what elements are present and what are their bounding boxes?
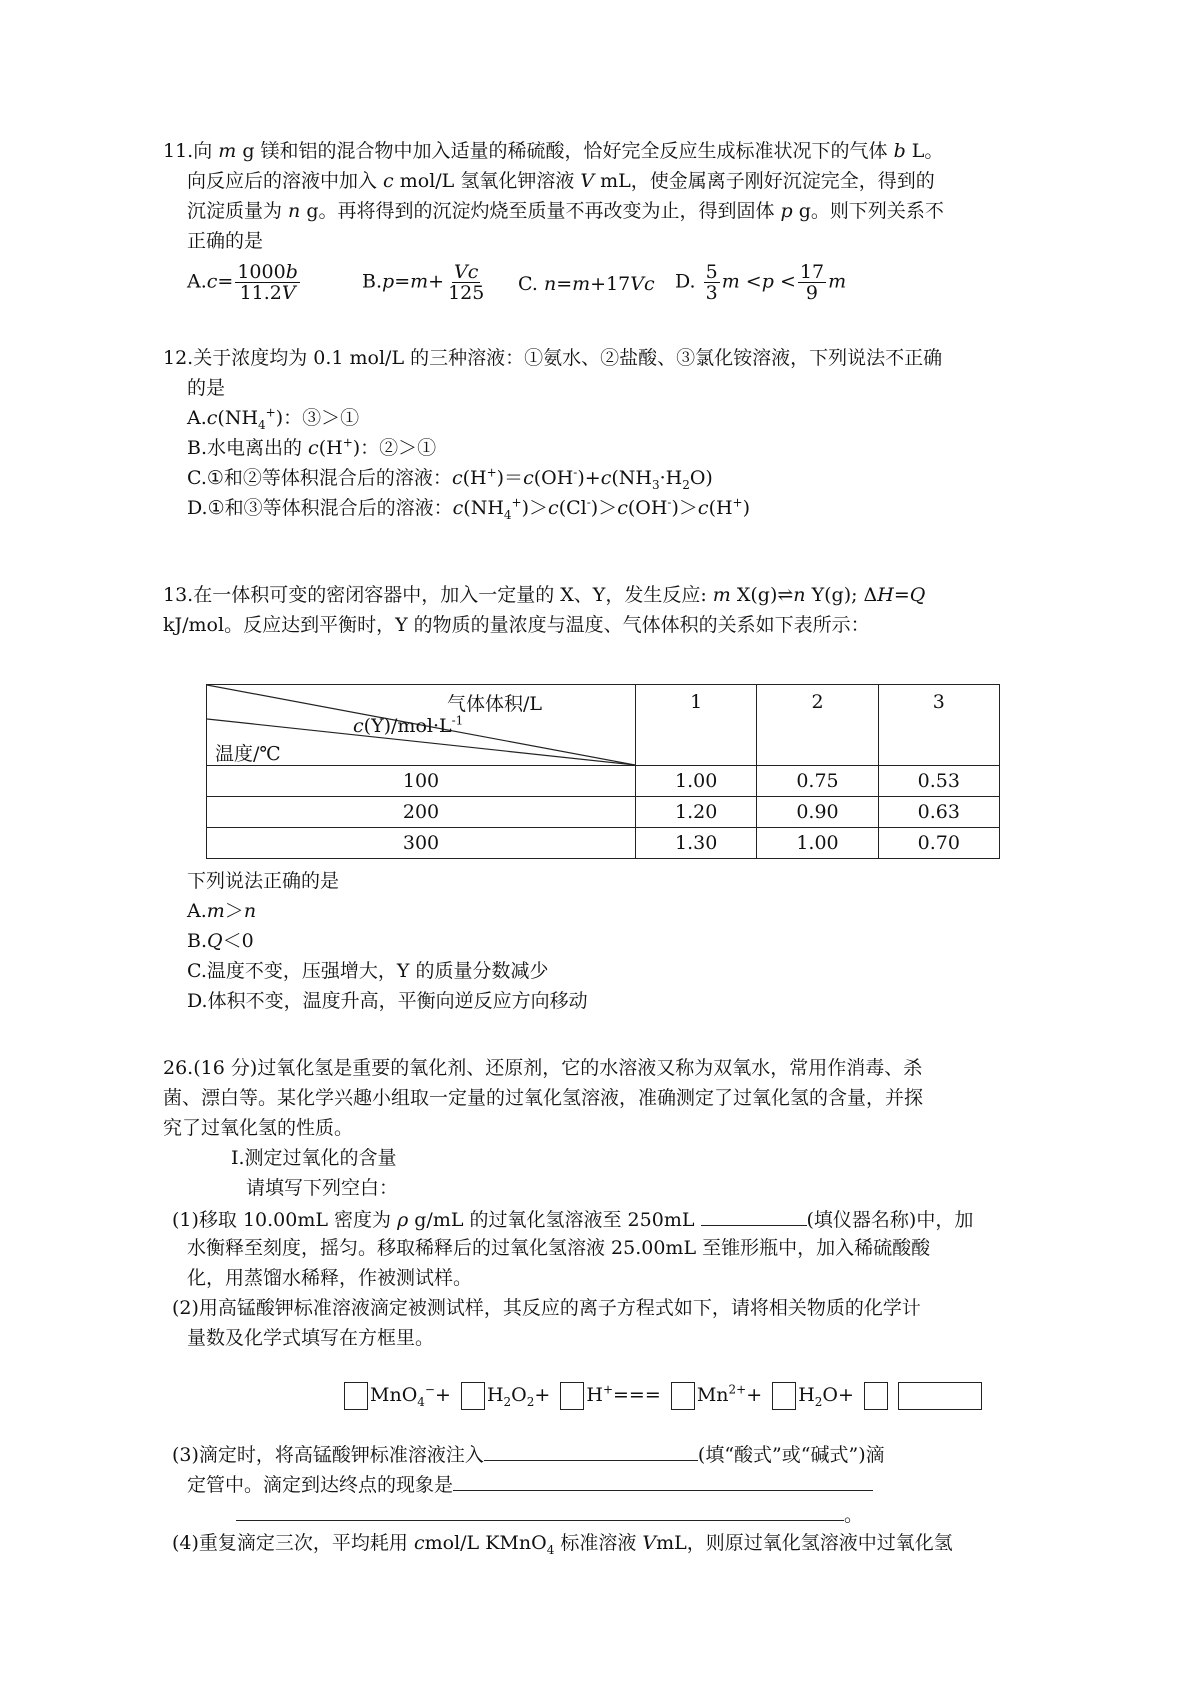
- q13-line1: 13.在一体积可变的密闭容器中，加入一定量的 X、Y，发生反应: m X(g)⇌n Y(g); ΔH=Q: [163, 584, 926, 606]
- cell-value: 0.63: [878, 797, 999, 828]
- coefficient-box-3[interactable]: [560, 1382, 584, 1410]
- header-col-3: 3: [878, 685, 999, 766]
- table-header-row: [207, 685, 1000, 766]
- table-row: [207, 828, 1000, 859]
- q11-line1: 11.向 m g 镁和铝的混合物中加入适量的稀硫酸，恰好完全反应生成标准状况下的气体 b L。: [163, 140, 944, 162]
- formula-box[interactable]: [898, 1382, 982, 1410]
- q26-part1-line1: (1)移取 10.00mL 密度为 ρ g/mL 的过氧化氢溶液至 250mL (填仪器名称)中，加: [172, 1205, 973, 1233]
- diagonal-header-cell: [207, 685, 636, 766]
- q26-line1: 26.(16 分)过氧化氢是重要的氧化剂、还原剂，它的水溶液又称为双氧水，常用作消毒、杀: [163, 1057, 923, 1079]
- q12-option-a: $A.c(NH_4^+)$：③＞①: [187, 405, 360, 432]
- q26-part1-line2: 水衡释至刻度，摇匀。移取稀释后的过氧化氢溶液 25.00mL 至锥形瓶中，加入稀硫酸酸: [187, 1237, 931, 1259]
- row-temp: 300: [207, 828, 636, 859]
- q12-option-c: C.①和②等体积混合后的溶液：$c(H^+)=c(OH^-)+c(NH_3\cdot H_2O)$: [187, 465, 713, 492]
- header-col-2: 2: [757, 685, 878, 766]
- cell-value: 0.75: [757, 766, 878, 797]
- instrument-blank[interactable]: [701, 1205, 807, 1226]
- cell-value: 0.53: [878, 766, 999, 797]
- table-row: [207, 766, 1000, 797]
- cell-value: 1.00: [636, 766, 757, 797]
- q13-option-c: C.温度不变，压强增大，Y 的质量分数减少: [187, 960, 549, 982]
- ionic-equation: $MnO_4^-+ H_2O_2+ H^+=== Mn^{2+}+ H_2O+$: [340, 1380, 982, 1410]
- q13-option-a: A.m＞n: [187, 900, 257, 922]
- header-volume: 气体体积/L: [447, 693, 543, 715]
- header-col-1: 1: [636, 685, 757, 766]
- q11-line2: 向反应后的溶液中加入 c mol/L 氢氧化钾溶液 V mL，使金属离子刚好沉淀完全，得到的: [187, 170, 935, 192]
- coefficient-box-5[interactable]: [772, 1382, 796, 1410]
- q26-instruction: 请填写下列空白：: [246, 1177, 399, 1199]
- q26-part3-line3: 。: [236, 1500, 863, 1528]
- q13-line2: kJ/mol。反应达到平衡时，Y 的物质的量浓度与温度、气体体积的关系如下表所示：: [163, 614, 870, 636]
- table-row: [207, 797, 1000, 828]
- q11-line3: 沉淀质量为 n g。再将得到的沉淀灼烧至质量不再改变为止，得到固体 p g。则下列关系不: [187, 200, 944, 222]
- q26-section-heading: Ⅰ.测定过氧化的含量: [231, 1147, 397, 1169]
- q11-option-a: A.c= $\frac{1000b}{11.2V}$: [187, 261, 298, 304]
- coefficient-box-1[interactable]: [344, 1382, 368, 1410]
- q13-option-d: D.体积不变，温度升高，平衡向逆反应方向移动: [187, 990, 588, 1012]
- coefficient-box-6[interactable]: [864, 1382, 888, 1410]
- q26-part3-line1: (3)滴定时，将高锰酸钾标准溶液注入 (填“酸式”或“碱式”)滴: [172, 1440, 885, 1468]
- row-temp: 100: [207, 766, 636, 797]
- q26-part1-line3: 化，用蒸馏水稀释，作被测试样。: [187, 1267, 473, 1289]
- equilibrium-table: [206, 684, 1000, 859]
- cell-value: 0.90: [757, 797, 878, 828]
- q11-option-b: B.p=m+ $\frac{Vc}{125}$: [362, 261, 485, 304]
- q12-option-d: D.①和③等体积混合后的溶液：$c(NH_4^+)>c(Cl^-)>c(OH^-)>c(H^+)$: [187, 495, 751, 522]
- header-concentration: $c(Y)/mol\cdot L^{-1}$: [353, 713, 464, 737]
- q11-line4: 正确的是: [187, 230, 264, 252]
- endpoint-blank-1[interactable]: [453, 1470, 873, 1491]
- q12-line2: 的是: [187, 377, 226, 399]
- q13-option-b: B.Q＜0: [187, 930, 254, 952]
- q26-line2: 菌、漂白等。某化学兴趣小组取一定量的过氧化氢溶液，准确测定了过氧化氢的含量，并探: [163, 1087, 924, 1109]
- q26-part3-line2: 定管中。滴定到达终点的现象是: [187, 1470, 873, 1498]
- cell-value: 0.70: [878, 828, 999, 859]
- cell-value: 1.20: [636, 797, 757, 828]
- burette-type-blank[interactable]: [484, 1440, 698, 1461]
- header-temperature: 温度/℃: [215, 743, 281, 765]
- q26-line3: 究了过氧化氢的性质。: [163, 1117, 354, 1139]
- cell-value: 1.30: [636, 828, 757, 859]
- q11-option-c: C. n=m+17Vc: [518, 273, 655, 295]
- q13-ask: 下列说法正确的是: [187, 870, 340, 892]
- cell-value: 1.00: [757, 828, 878, 859]
- row-temp: 200: [207, 797, 636, 828]
- coefficient-box-4[interactable]: [671, 1382, 695, 1410]
- q12-line1: 12.关于浓度均为 0.1 mol/L 的三种溶液：①氨水、②盐酸、③氯化铵溶液，下列说法不正确: [163, 347, 943, 369]
- endpoint-blank-2[interactable]: [236, 1500, 844, 1521]
- q12-option-b: B.水电离出的 c(H+)：②＞①: [187, 435, 437, 459]
- q26-part2-line2: 量数及化学式填写在方框里。: [187, 1327, 435, 1349]
- coefficient-box-2[interactable]: [461, 1382, 485, 1410]
- q26-part4-line1: (4)重复滴定三次，平均耗用 cmol/L KMnO$_4$ 标准溶液 VmL，则原过氧化氢溶液中过氧化氢: [172, 1532, 953, 1557]
- q26-part2-line1: (2)用高锰酸钾标准溶液滴定被测试样，其反应的离子方程式如下，请将相关物质的化学计: [172, 1297, 921, 1319]
- q11-option-d: D. $\frac{5}{3}$ m <p < $\frac{17}{9}$ m: [675, 261, 847, 304]
